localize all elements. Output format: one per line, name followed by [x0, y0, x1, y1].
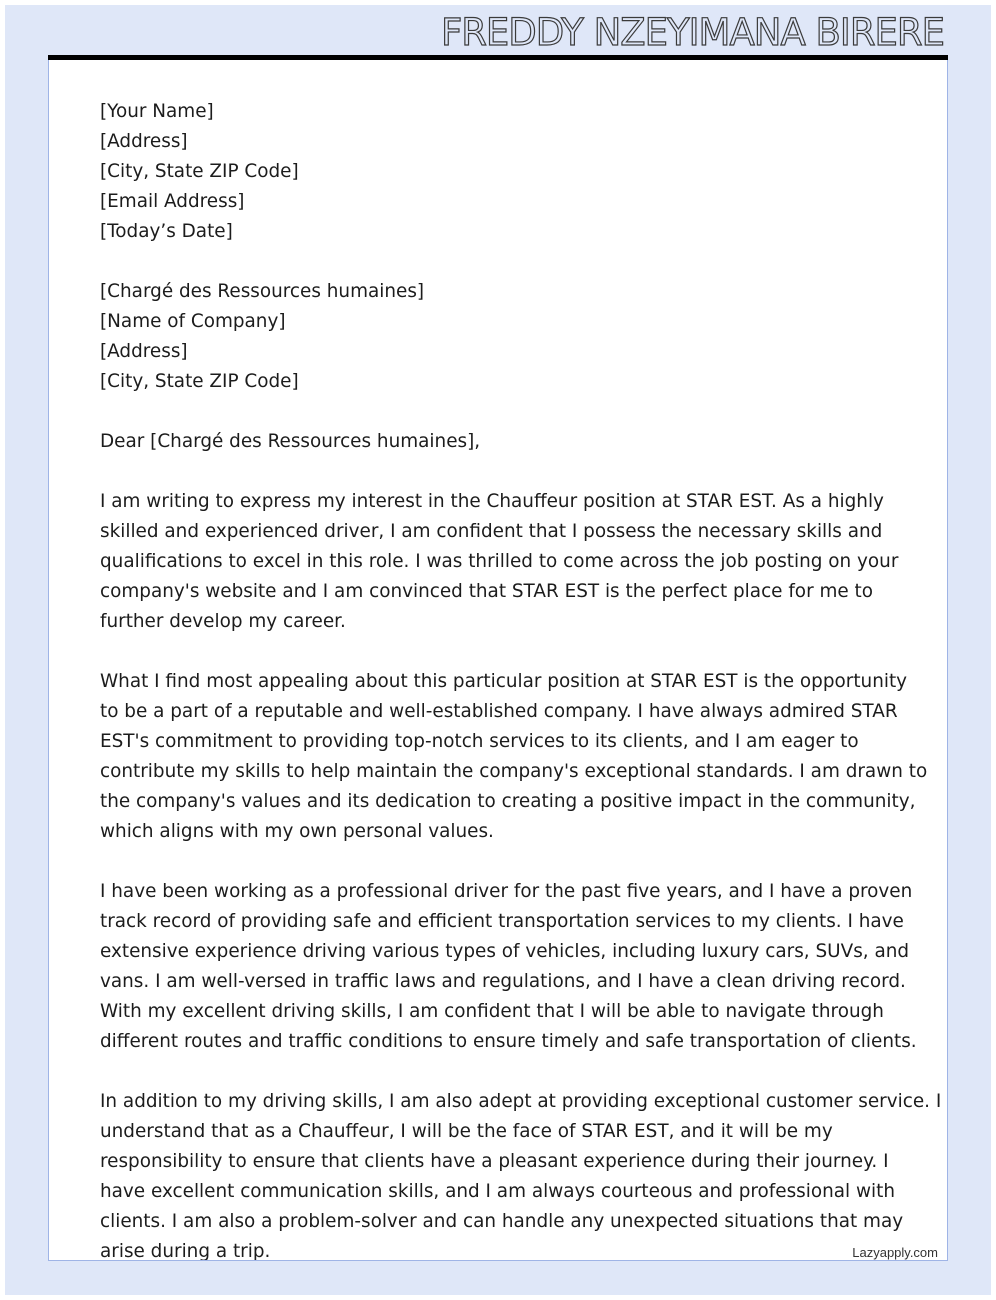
paragraph-line: In addition to my driving skills, I am also adept at providing exceptional customer service. I	[100, 1091, 942, 1112]
recipient-block	[100, 277, 900, 397]
salutation	[100, 427, 900, 457]
applicant-name-header: FREDDY NZEYIMANA BIRERE	[440, 11, 944, 54]
paragraph-line: responsibility to ensure that clients have a pleasant experience during their journey. I	[100, 1151, 889, 1172]
recipient-line: [Chargé des Ressources humaines]	[100, 281, 425, 302]
sender-line: [City, State ZIP Code]	[100, 161, 299, 182]
body-paragraph-2	[100, 667, 928, 847]
paragraph-line: What I find most appealing about this particular position at STAR EST is the opportunity	[100, 671, 908, 692]
recipient-line: [City, State ZIP Code]	[100, 371, 299, 392]
salutation-text: Dear [Chargé des Ressources humaines],	[100, 431, 481, 452]
paragraph-line: qualifications to excel in this role. I was thrilled to come across the job posting on your	[100, 551, 899, 572]
paragraph-line: the company's values and its dedication to creating a positive impact in the community,	[100, 791, 916, 812]
paragraph-line: understand that as a Chauffeur, I will be the face of STAR EST, and it will be my	[100, 1121, 833, 1142]
paragraph-line: different routes and traffic conditions to ensure timely and safe transportation of clients.	[100, 1031, 917, 1052]
paragraph-line: arise during a trip.	[100, 1241, 271, 1261]
paragraph-line: I have been working as a professional driver for the past five years, and I have a proven	[100, 881, 913, 902]
paragraph-line: skilled and experienced driver, I am confident that I possess the necessary skills and	[100, 521, 883, 542]
paragraph-line: clients. I am also a problem-solver and can handle any unexpected situations that may	[100, 1211, 904, 1232]
paragraph-line: extensive experience driving various types of vehicles, including luxury cars, SUVs, and	[100, 941, 910, 962]
paragraph-line: contribute my skills to help maintain the company's exceptional standards. I am drawn to	[100, 761, 928, 782]
letter-content	[100, 97, 942, 1261]
watermark-footer: Lazyapply.com	[852, 1245, 938, 1260]
sender-line: [Email Address]	[100, 191, 245, 212]
sender-line: [Today’s Date]	[100, 221, 233, 242]
paragraph-line: track record of providing safe and efficient transportation services to my clients. I have	[100, 911, 904, 932]
paragraph-line: company's website and I am convinced that STAR EST is the perfect place for me to	[100, 581, 874, 602]
paragraph-line: which aligns with my own personal values.	[100, 821, 494, 842]
recipient-line: [Name of Company]	[100, 311, 286, 332]
paragraph-line: With my excellent driving skills, I am confident that I will be able to navigate through	[100, 1001, 884, 1022]
paragraph-line: EST's commitment to providing top-notch services to its clients, and I am eager to	[100, 731, 859, 752]
body-paragraph-4	[100, 1087, 942, 1261]
body-paragraph-1	[100, 487, 900, 637]
body-paragraph-3	[100, 877, 917, 1057]
paragraph-line: have excellent communication skills, and I am always courteous and professional with	[100, 1181, 896, 1202]
letter-page	[48, 60, 948, 1261]
sender-block	[100, 97, 900, 247]
paragraph-line: further develop my career.	[100, 611, 346, 632]
paragraph-line: I am writing to express my interest in the Chauffeur position at STAR EST. As a highly	[100, 491, 884, 512]
recipient-line: [Address]	[100, 341, 188, 362]
paragraph-line: to be a part of a reputable and well-established company. I have always admired STAR	[100, 701, 898, 722]
paragraph-line: vans. I am well-versed in traffic laws and regulations, and I have a clean driving record.	[100, 971, 906, 992]
sender-line: [Your Name]	[100, 101, 214, 122]
sender-line: [Address]	[100, 131, 188, 152]
